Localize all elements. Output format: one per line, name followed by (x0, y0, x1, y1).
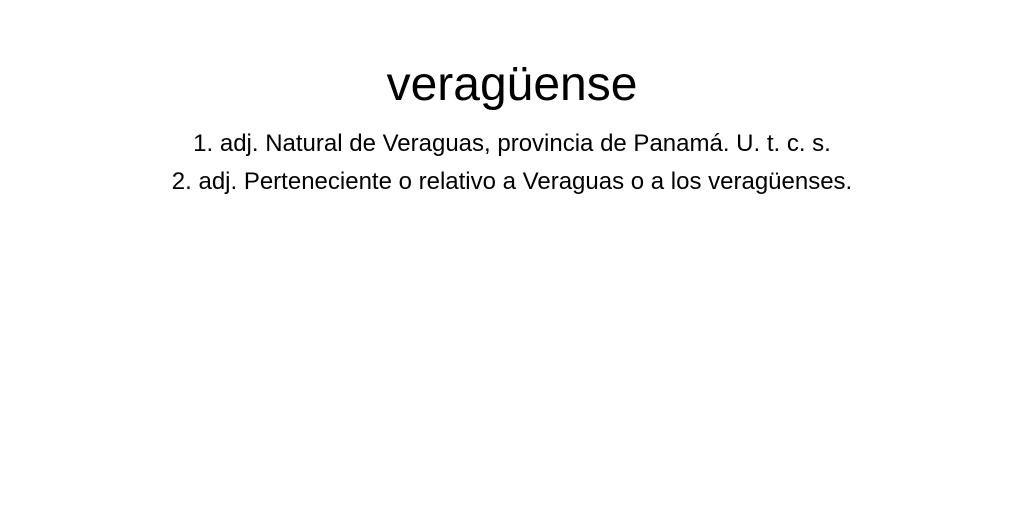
definition-item: 1. adj. Natural de Veraguas, provincia de Panamá. U. t. c. s. (193, 130, 831, 157)
headword: veragüense (386, 58, 638, 111)
definition-list (0, 125, 1024, 201)
definition-item: 2. adj. Perteneciente o relativo a Veraguas o a los veragüenses. (171, 168, 853, 195)
